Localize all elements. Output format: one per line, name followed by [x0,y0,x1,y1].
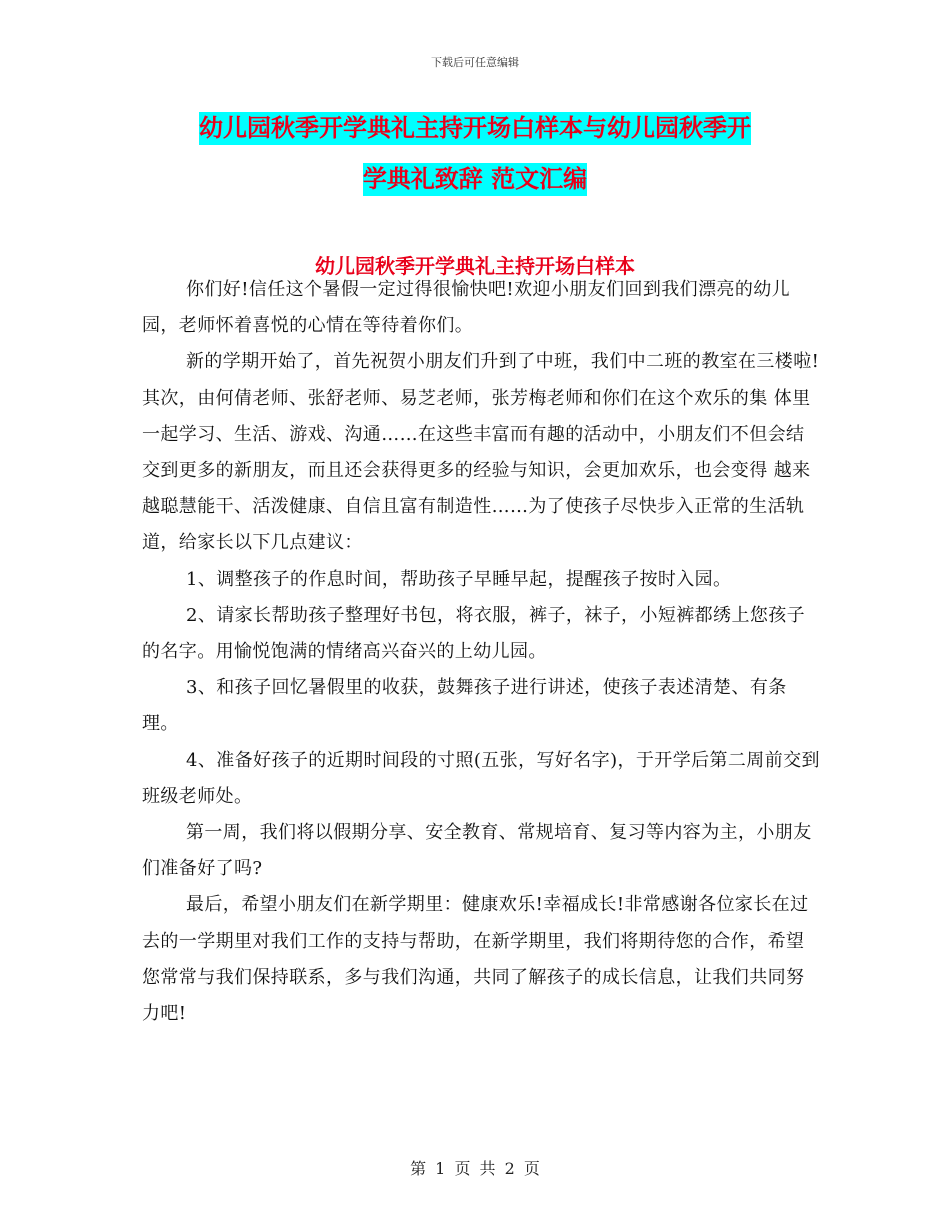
section-title: 幼儿园秋季开学典礼主持开场白样本 [315,254,635,278]
document-title [60,112,890,196]
paragraph-suggestion-1: 1、调整孩子的作息时间，帮助孩子早睡早起，提醒孩子按时入园。 [186,568,732,590]
paragraph-greeting: 你们好!信任这个暑假一定过得很愉快吧!欢迎小朋友们回到我们漂亮的幼儿园，老师怀着喜悦的心情在等待着你们。 [142,279,791,337]
header-note: 下载后可任意编辑 [431,56,519,69]
page-footer: 第 1 页 共 2 页 [410,1159,540,1178]
document-title-line-2: 学典礼致辞 范文汇编 [363,163,587,196]
body-text [142,272,822,1032]
paragraph-new-term: 新的学期开始了，首先祝贺小朋友们升到了中班，我们中二班的教室在三楼啦!其次，由何倩老师、张舒老师、易芝老师，张芳梅老师和你们在这个欢乐的集 体里一起学习、生活、游戏、沟通……在这些丰富而有趣的活动中，小朋友们不但会结交到更多的新朋友，而且还会获得更多的经验与知识，会更加欢乐，也会变得 越来越聪慧能干、活泼健康、自信且富有制造性……为了使孩子尽快步入正常的生活轨道，给家长以下几点建议： [142,351,820,554]
paragraph-suggestion-2: 2、请家长帮助孩子整理好书包，将衣服，裤子，袜子，小短裤都绣上您孩子的名字。用愉悦饱满的情绪高兴奋兴的上幼儿园。 [142,604,806,663]
paragraph-closing: 最后，希望小朋友们在新学期里：健康欢乐!幸福成长!非常感谢各位家长在过去的一学期里对我们工作的支持与帮助，在新学期里，我们将期待您的合作，希望您常常与我们保持联系，多与我们沟通，共同了解孩子的成长信息，让我们共同努力吧! [142,894,809,1025]
paragraph-suggestion-4: 4、准备好孩子的近期时间段的寸照(五张，写好名字)，于开学后第二周前交到班级老师处。 [142,749,820,807]
paragraph-suggestion-3: 3、和孩子回忆暑假里的收获，鼓舞孩子进行讲述，使孩子表述清楚、有条理。 [142,677,787,735]
document-title-line-1: 幼儿园秋季开学典礼主持开场白样本与幼儿园秋季开 [199,112,751,145]
paragraph-first-week: 第一周，我们将以假期分享、安全教育、常规培育、复习等内容为主，小朋友们准备好了吗? [142,822,812,880]
